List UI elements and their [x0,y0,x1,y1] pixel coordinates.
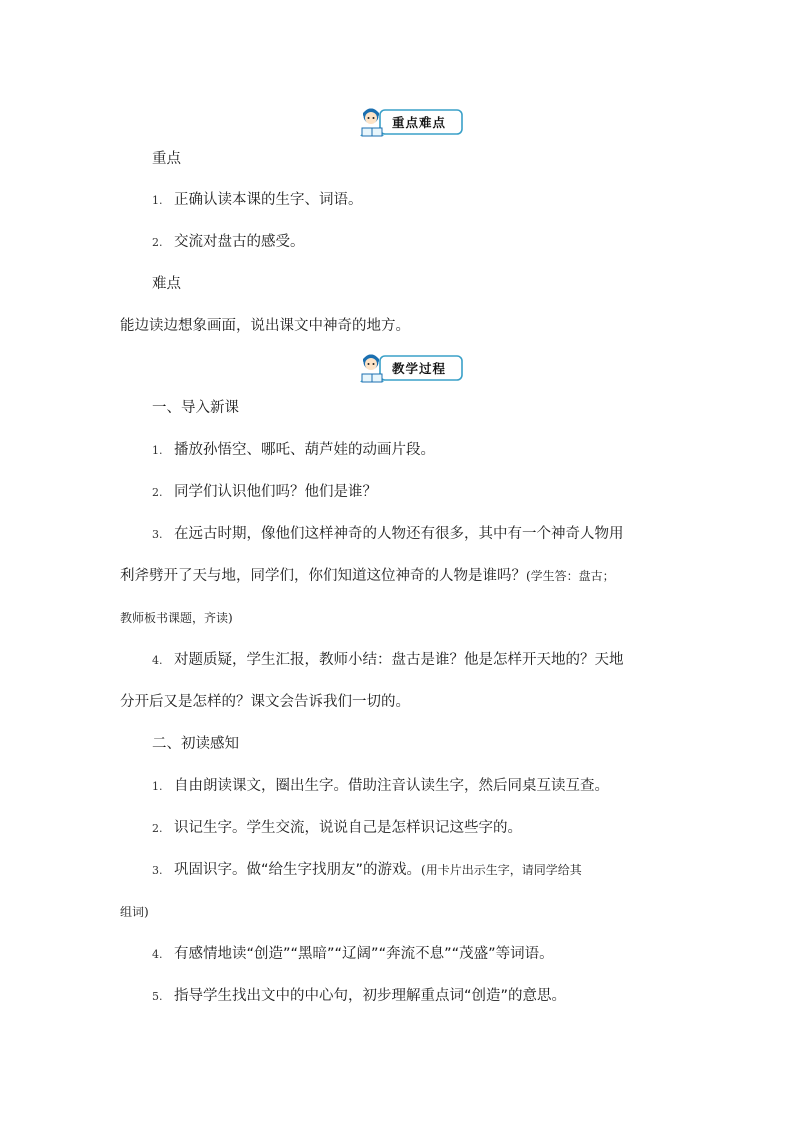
teacher-note: (用卡片出示生字，请同学给其 [421,863,582,877]
list-number: 3. [152,864,163,877]
difficulty-heading: 难点 [152,276,181,292]
list-item [152,440,712,461]
badge-label: 重点难点 [392,115,447,130]
teacher-note-continuation: 组词) [120,905,149,919]
section-badge-process [356,350,464,386]
list-number: 5. [152,990,163,1003]
list-text: 有感情地读“创造”“黑暗”“辽阔”“奔流不息”“茂盛”等词语。 [174,946,554,962]
list-item-continuation: 分开后又是怎样的？课文会告诉我们一切的。 [120,694,410,710]
list-text: 对题质疑，学生汇报，教师小结：盘古是谁？他是怎样开天地的？天地 [174,652,624,668]
teacher-note-continuation: 教师板书课题，齐读) [120,611,233,625]
teacher-note: (学生答：盘古； [526,569,615,583]
list-number: 2. [152,822,163,835]
list-item [152,860,712,881]
list-item [152,776,712,797]
list-text: 自由朗读课文，圈出生字。借助注音认读生字，然后同桌互读互查。 [174,778,609,794]
list-number: 2. [152,236,163,249]
list-item [152,986,712,1007]
list-number: 4. [152,948,163,961]
list-text: 识记生字。学生交流，说说自己是怎样识记这些字的。 [174,820,522,836]
list-number: 1. [152,780,163,793]
list-text: 在远古时期，像他们这样神奇的人物还有很多，其中有一个神奇人物用 [174,526,624,542]
section-badge-focus [356,104,464,140]
list-number: 1. [152,194,163,207]
list-number: 1. [152,444,163,457]
list-item [152,650,712,671]
list-number: 3. [152,528,163,541]
list-item [152,944,712,965]
list-text: 播放孙悟空、哪吒、葫芦娃的动画片段。 [174,442,435,458]
list-text: 指导学生找出文中的中心句，初步理解重点词“创造”的意思。 [174,988,567,1004]
list-number: 4. [152,654,163,667]
list-item [152,482,712,503]
badge-label: 教学过程 [392,361,447,376]
section-heading-first-reading: 二、初读感知 [152,736,239,752]
list-number: 2. [152,486,163,499]
key-points-heading: 重点 [152,151,181,167]
list-text: 利斧劈开了天与地，同学们，你们知道这位神奇的人物是谁吗？ [120,568,526,584]
list-item [152,818,712,839]
list-text: 正确认读本课的生字、词语。 [174,192,363,208]
list-item [152,190,712,211]
list-text: 巩固识字。做“给生字找朋友”的游戏。 [174,862,422,878]
list-item-continuation [120,566,680,586]
list-item [152,524,712,545]
section-heading-intro: 一、导入新课 [152,400,239,416]
list-item [152,232,712,253]
list-text: 同学们认识他们吗？他们是谁？ [174,484,377,500]
difficulty-text: 能边读边想象画面，说出课文中神奇的地方。 [120,318,410,334]
list-text: 交流对盘古的感受。 [174,234,305,250]
